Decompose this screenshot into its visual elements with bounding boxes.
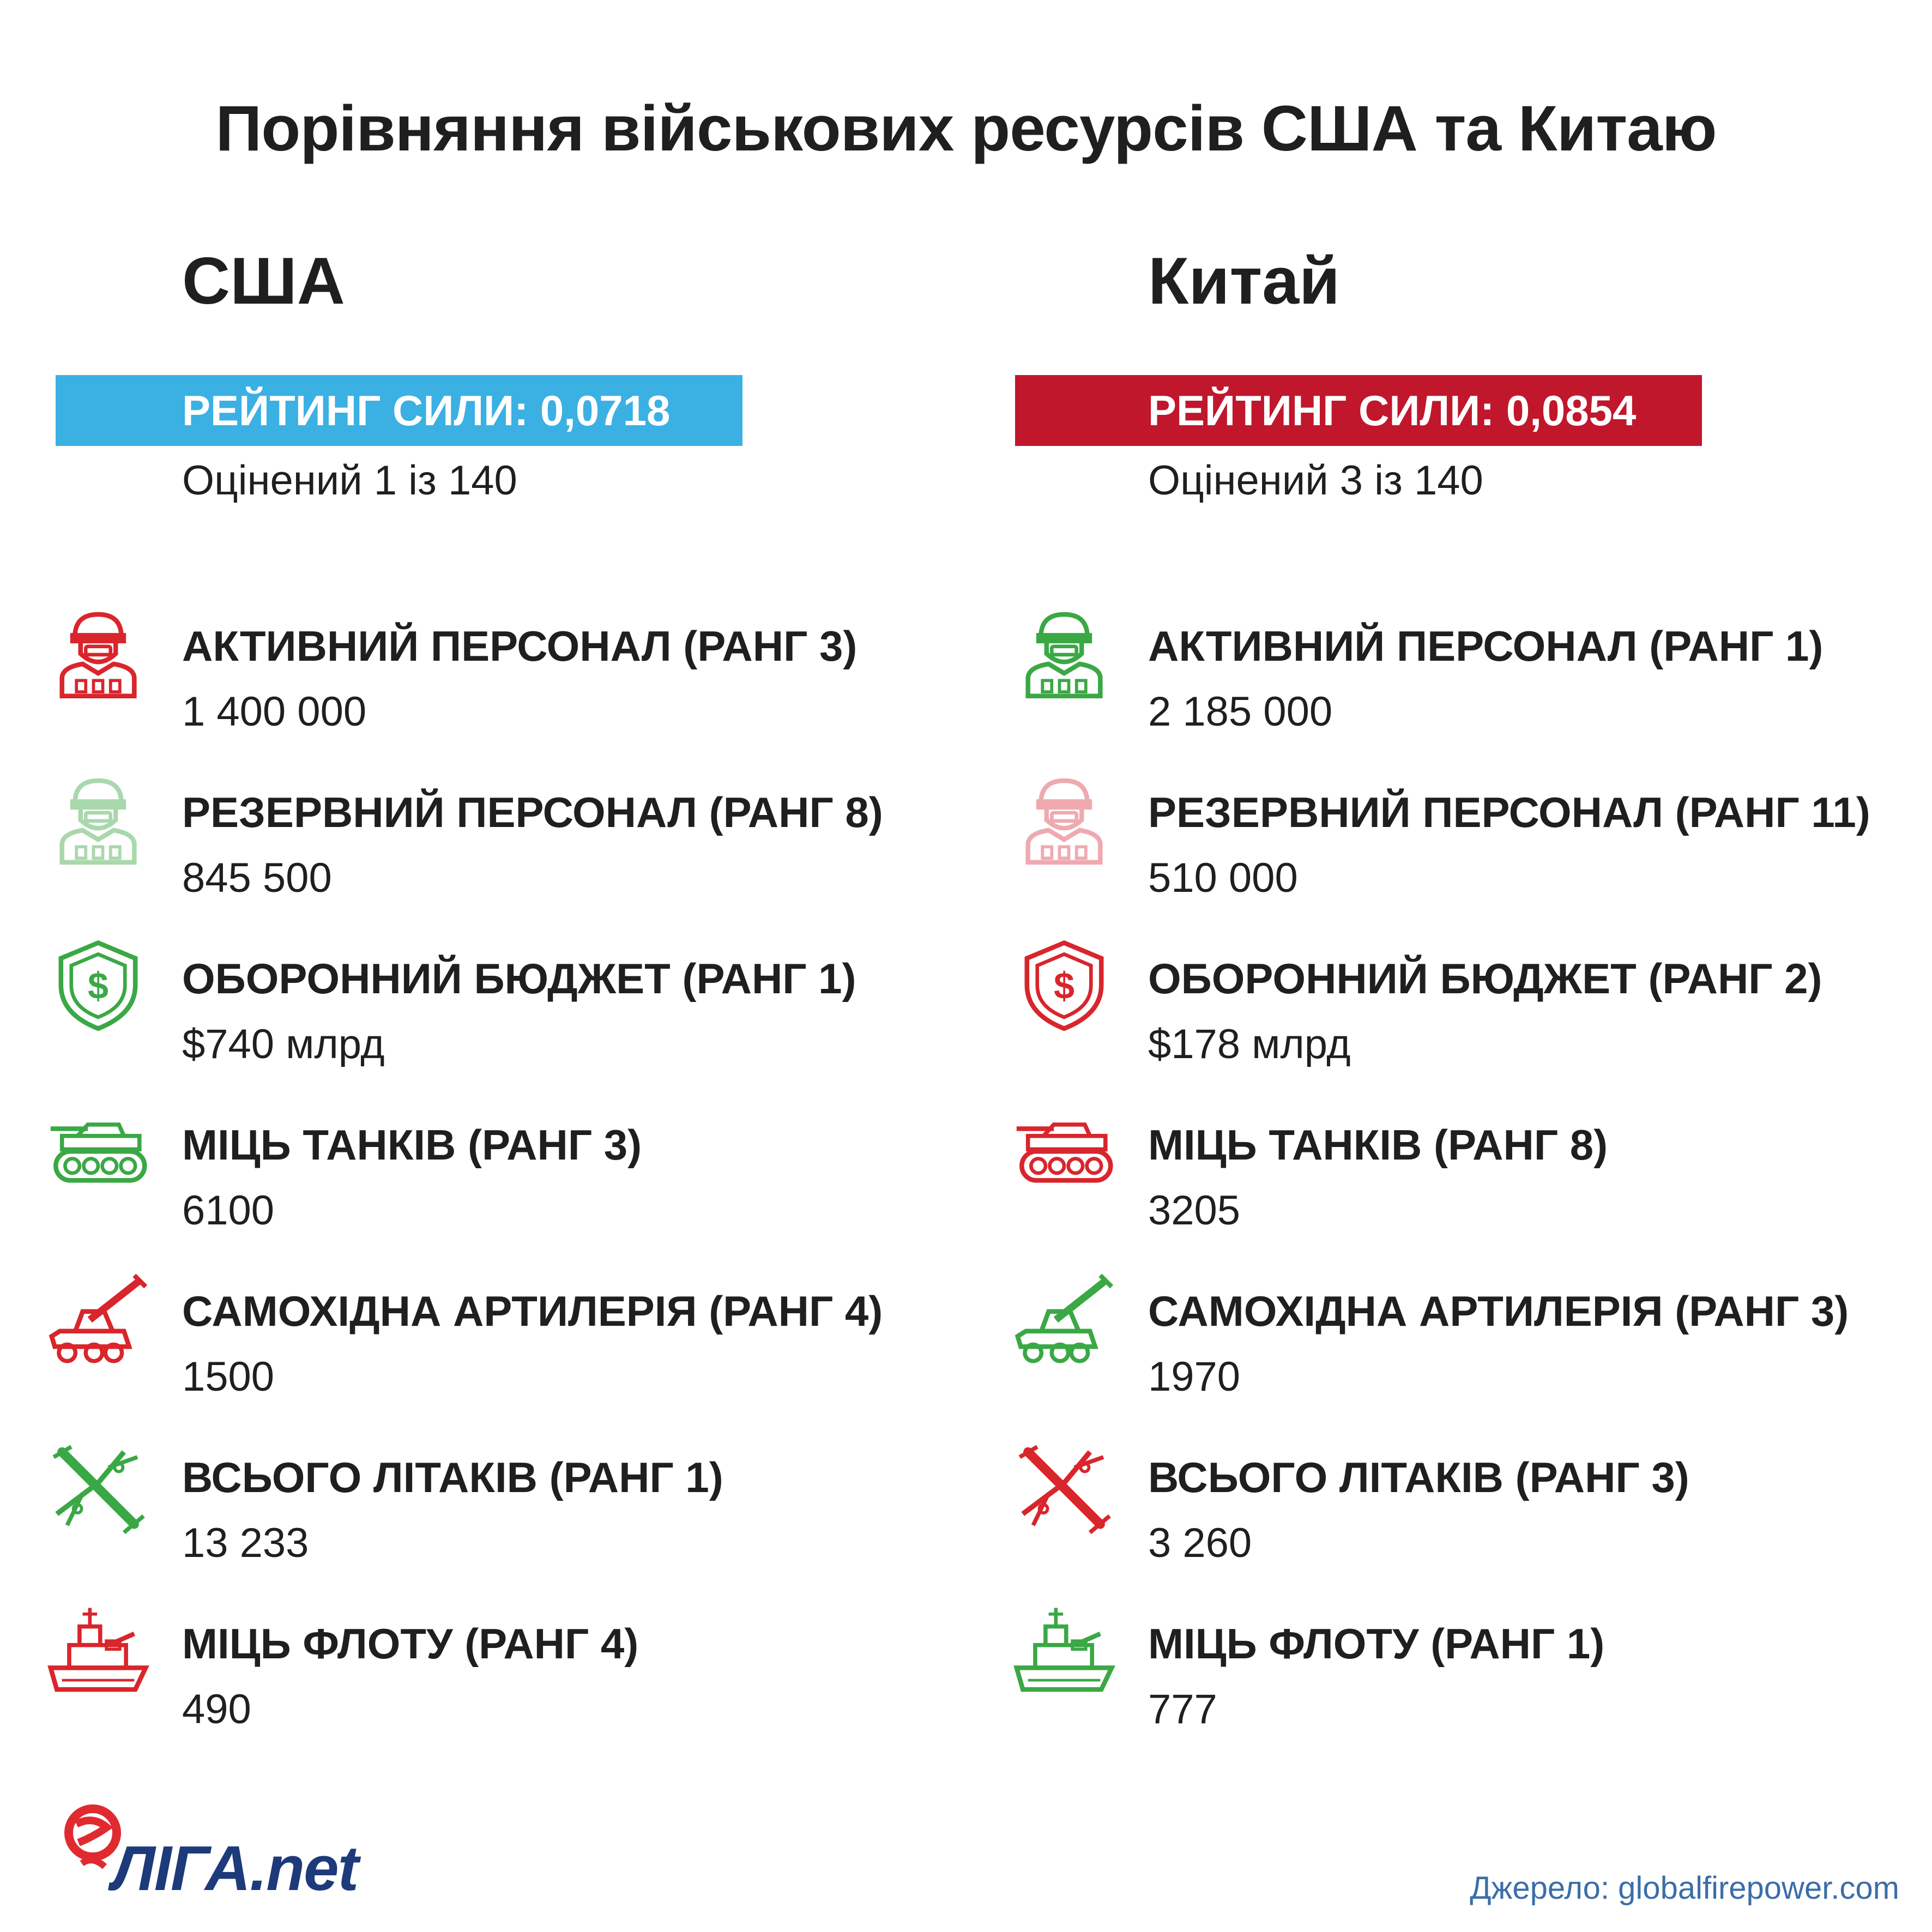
metric-label: ВСЬОГО ЛІТАКІВ (РАНГ 3)	[1148, 1453, 1689, 1501]
page-title: Порівняння військових ресурсів США та Китаю	[215, 93, 1717, 165]
metric-value: $740 млрд	[182, 1021, 385, 1067]
source-text: Джерело: globalfirepower.com	[1470, 1870, 1899, 1906]
metric-value: 1970	[1148, 1354, 1241, 1400]
soldier-icon	[44, 605, 153, 703]
soldier-icon	[1010, 771, 1119, 870]
metric-value: 510 000	[1148, 855, 1298, 901]
metric-label: РЕЗЕРВНИЙ ПЕРСОНАЛ (РАНГ 11)	[1148, 788, 1870, 836]
shield-dollar-icon	[44, 938, 153, 1036]
artillery-icon	[44, 1270, 153, 1368]
metric-label: ОБОРОННИЙ БЮДЖЕТ (РАНГ 2)	[1148, 955, 1822, 1003]
logo-text: ЛІГА.net	[112, 1833, 358, 1904]
svg-text:$: $	[88, 965, 108, 1007]
metric-value: 845 500	[182, 855, 332, 901]
country-name: Китай	[1148, 244, 1341, 318]
svg-text:$: $	[1054, 965, 1074, 1007]
usa-column	[0, 0, 966, 1799]
tank-icon	[1010, 1104, 1119, 1202]
metric-value: 2 185 000	[1148, 689, 1333, 735]
metric-label: РЕЗЕРВНИЙ ПЕРСОНАЛ (РАНГ 8)	[182, 788, 883, 836]
airplane-icon	[44, 1436, 153, 1535]
metric-value: 1 400 000	[182, 689, 367, 735]
power-index-text: РЕЙТИНГ СИЛИ: 0,0854	[1148, 387, 1637, 434]
metric-value: 6100	[182, 1187, 275, 1234]
metric-value: 490	[182, 1686, 251, 1732]
shield-dollar-icon	[1010, 938, 1119, 1036]
metric-value: 3 260	[1148, 1520, 1252, 1566]
ranked-text: Оцінений 3 із 140	[1148, 457, 1483, 504]
soldier-icon	[1010, 605, 1119, 703]
tank-icon	[44, 1104, 153, 1202]
metric-label: АКТИВНИЙ ПЕРСОНАЛ (РАНГ 1)	[1148, 622, 1824, 670]
metric-label: МІЦЬ ФЛОТУ (РАНГ 4)	[182, 1620, 639, 1668]
metric-label: САМОХІДНА АРТИЛЕРІЯ (РАНГ 3)	[1148, 1287, 1849, 1335]
metric-label: САМОХІДНА АРТИЛЕРІЯ (РАНГ 4)	[182, 1287, 883, 1335]
china-column	[966, 0, 1932, 1799]
country-name: США	[182, 244, 345, 318]
metric-label: ВСЬОГО ЛІТАКІВ (РАНГ 1)	[182, 1453, 723, 1501]
metric-label: ОБОРОННИЙ БЮДЖЕТ (РАНГ 1)	[182, 955, 856, 1003]
metric-value: 13 233	[182, 1520, 309, 1566]
artillery-icon	[1010, 1270, 1119, 1368]
warship-icon	[44, 1603, 153, 1701]
airplane-icon	[1010, 1436, 1119, 1535]
metric-label: МІЦЬ ТАНКІВ (РАНГ 8)	[1148, 1121, 1608, 1169]
power-index-text: РЕЙТИНГ СИЛИ: 0,0718	[182, 387, 671, 434]
metric-value: 3205	[1148, 1187, 1241, 1234]
soldier-icon	[44, 771, 153, 870]
ranked-text: Оцінений 1 із 140	[182, 457, 517, 504]
metric-value: 777	[1148, 1686, 1217, 1732]
warship-icon	[1010, 1603, 1119, 1701]
metric-label: МІЦЬ ТАНКІВ (РАНГ 3)	[182, 1121, 642, 1169]
metric-label: МІЦЬ ФЛОТУ (РАНГ 1)	[1148, 1620, 1605, 1668]
metric-value: 1500	[182, 1354, 275, 1400]
metric-label: АКТИВНИЙ ПЕРСОНАЛ (РАНГ 3)	[182, 622, 858, 670]
metric-value: $178 млрд	[1148, 1021, 1351, 1067]
